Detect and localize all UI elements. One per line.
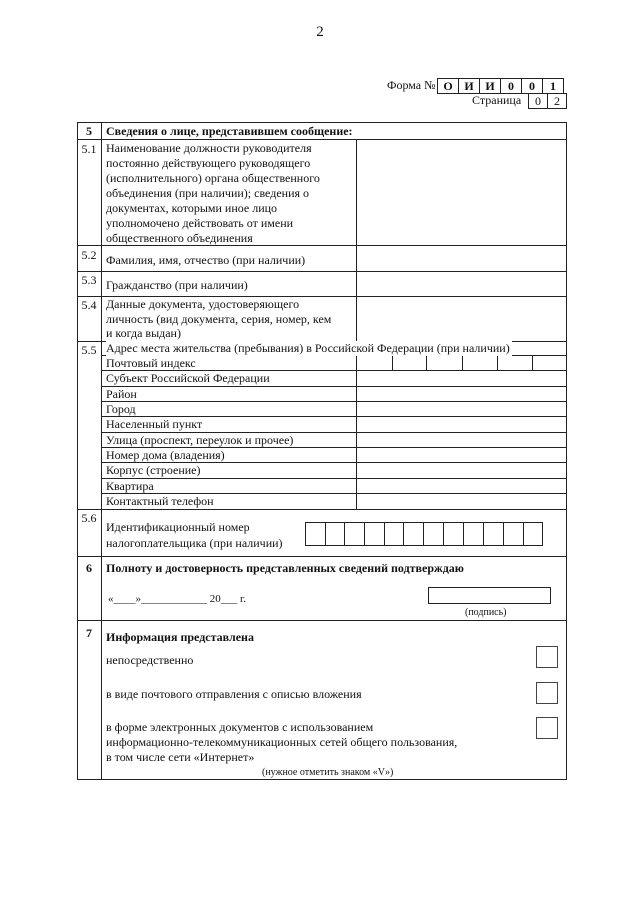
- page-code-cell: 2: [547, 94, 566, 108]
- section-7-number: 7: [86, 626, 92, 640]
- row-5-4-number: 5.4: [81, 298, 97, 312]
- address-header: Адрес места жительства (пребывания) в Российской Федерации (при наличии): [106, 341, 510, 355]
- section-6-number: 6: [86, 561, 92, 575]
- signature-field[interactable]: [428, 587, 551, 604]
- section-7-title: Информация представлена: [106, 630, 254, 644]
- date-line: «____»____________ 20___ г.: [108, 593, 247, 605]
- row-5-4-line: и когда выдан): [106, 326, 181, 340]
- row-5-1-line: уполномочено действовать от имени: [106, 216, 294, 230]
- page-number: 2: [316, 24, 324, 40]
- row-5-1-line: постоянно действующего руководящего: [106, 156, 311, 170]
- address-row-label: Улица (проспект, переулок и прочее): [106, 433, 294, 447]
- section-5-title: Сведения о лице, представившем сообщение:: [106, 124, 353, 138]
- section-6-title: Полноту и достоверность представленных сведений подтверждаю: [106, 561, 464, 575]
- form-code-cell: И: [458, 79, 479, 93]
- row-5-3-label: Гражданство (при наличии): [106, 278, 248, 292]
- section-5-number: 5: [86, 124, 92, 138]
- form-number-label: Форма №: [387, 78, 436, 92]
- form-code-cell: 0: [521, 79, 542, 93]
- row-5-6-line: Идентификационный номер: [106, 520, 250, 534]
- form-code-cell: 1: [542, 79, 563, 93]
- address-row-label: Город: [106, 402, 136, 416]
- option-electronic-line: в форме электронных документов с использованием: [106, 720, 374, 734]
- signature-caption: (подпись): [465, 607, 507, 618]
- page-code: [528, 93, 567, 109]
- row-5-2-label: Фамилия, имя, отчество (при наличии): [106, 253, 306, 267]
- address-row-label: Квартира: [106, 479, 154, 493]
- form-code: [437, 78, 564, 94]
- row-5-6-number: 5.6: [81, 511, 97, 525]
- form-code-cell: 0: [500, 79, 521, 93]
- row-5-4-line: личность (вид документа, серия, номер, кем: [106, 312, 332, 326]
- option-postal-label: в виде почтового отправления с описью вложения: [106, 687, 362, 701]
- address-row-label: Номер дома (владения): [106, 448, 225, 462]
- option-direct-label: непосредственно: [106, 653, 194, 667]
- option-electronic-line: в том числе сети «Интернет»: [106, 750, 255, 764]
- row-5-4-line: Данные документа, удостоверяющего: [106, 297, 300, 311]
- option-postal-checkbox[interactable]: [536, 682, 558, 704]
- address-row-label: Населенный пункт: [106, 417, 203, 431]
- form-code-cell: О: [443, 79, 453, 93]
- page-label: Страница: [472, 93, 522, 107]
- row-5-1-number: 5.1: [81, 142, 97, 156]
- address-row-label: Район: [106, 387, 137, 401]
- row-5-3-number: 5.3: [81, 273, 97, 287]
- row-5-1-line: объединения (при наличии); сведения о: [106, 186, 310, 200]
- page-code-cell: 0: [535, 94, 541, 108]
- address-row-label: Контактный телефон: [106, 494, 214, 508]
- row-5-1-line: документах, которыми иное лицо: [106, 201, 278, 215]
- option-electronic-line: информационно-телекоммуникационных сетей общего пользования,: [106, 735, 458, 749]
- row-5-1-line: общественного объединения: [106, 231, 253, 245]
- option-electronic-checkbox[interactable]: [536, 717, 558, 739]
- inn-input[interactable]: [305, 522, 543, 546]
- option-direct-checkbox[interactable]: [536, 646, 558, 668]
- address-row-label: Корпус (строение): [106, 463, 201, 477]
- form-code-cell: И: [479, 79, 500, 93]
- row-5-2-number: 5.2: [81, 248, 97, 262]
- address-row-label: Почтовый индекс: [106, 356, 196, 370]
- row-5-6-line: налогоплательщика (при наличии): [106, 536, 283, 550]
- row-5-1-line: Наименование должности руководителя: [106, 141, 312, 155]
- row-5-1-line: (исполнительного) органа общественного: [106, 171, 320, 185]
- row-5-5-number: 5.5: [81, 343, 97, 357]
- address-row-label: Субъект Российской Федерации: [106, 371, 270, 385]
- mark-note: (нужное отметить знаком «V»): [262, 767, 394, 778]
